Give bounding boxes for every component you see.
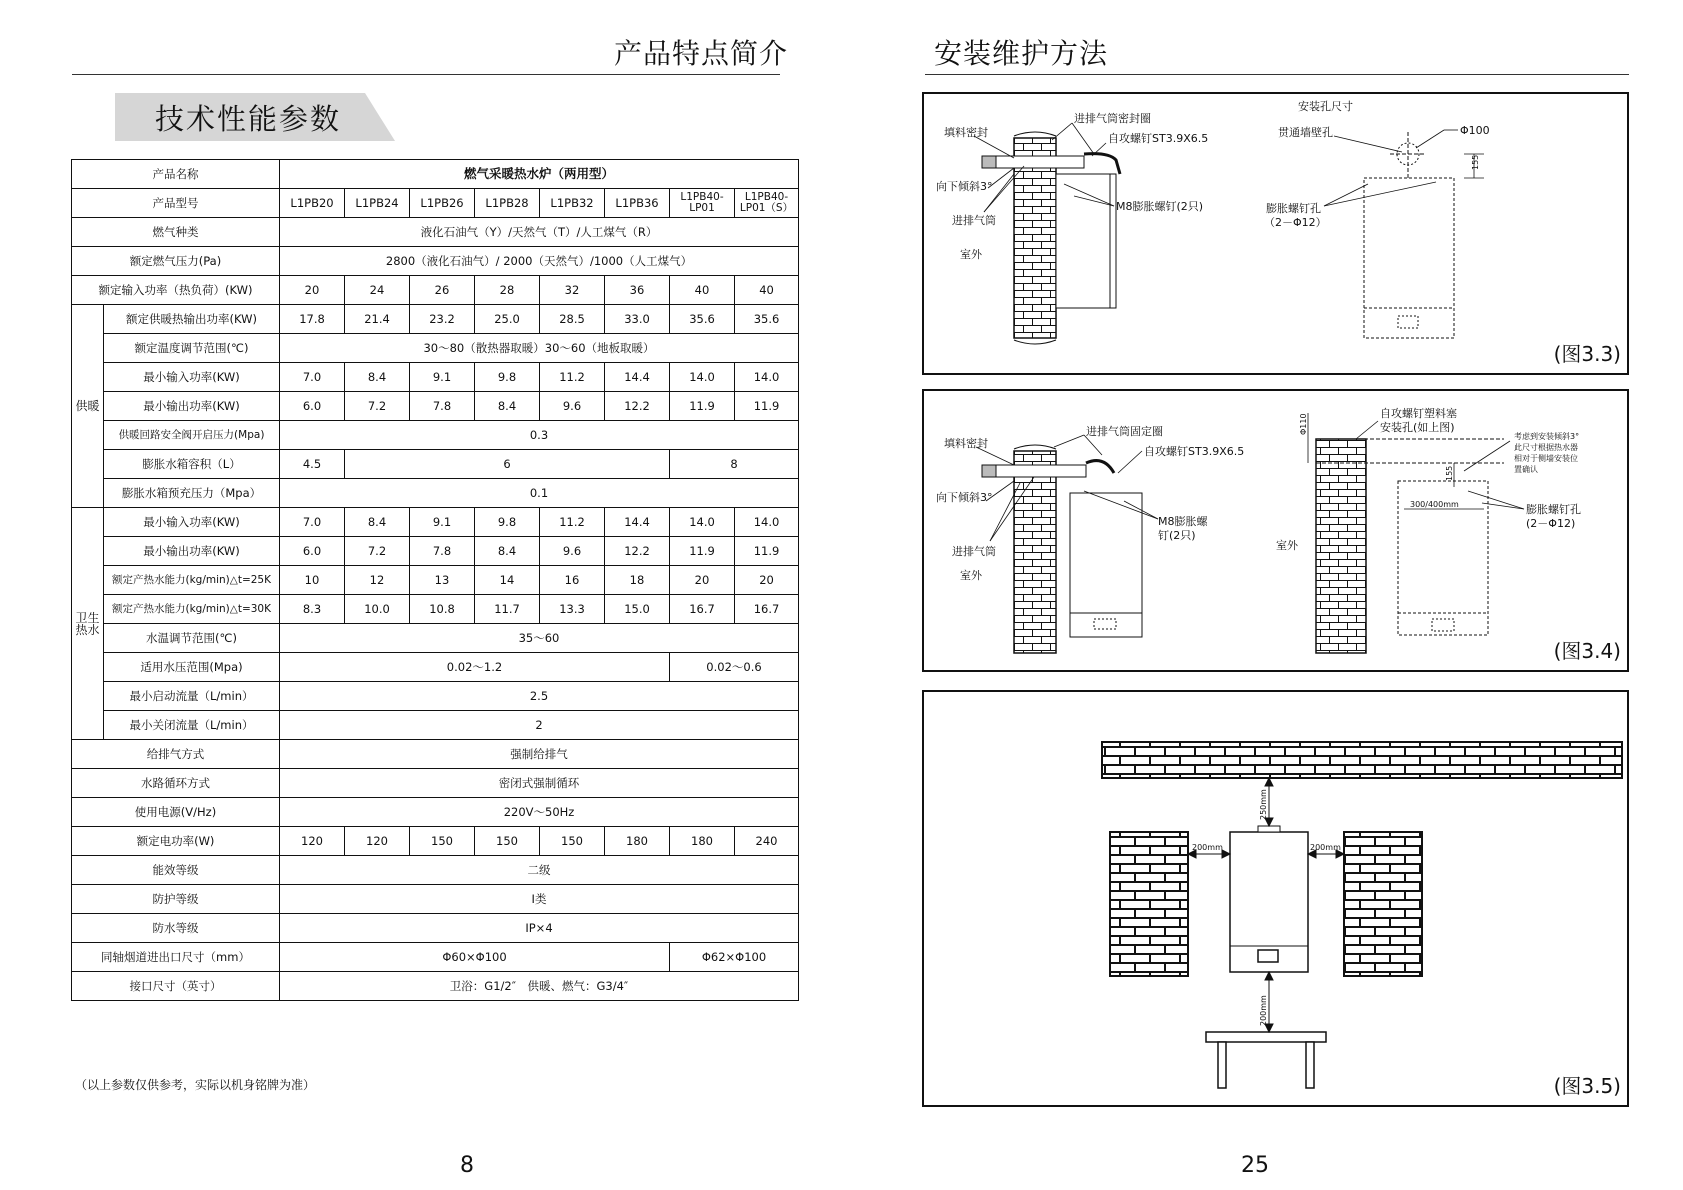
- table-cell: 40: [670, 276, 735, 305]
- table-cell: 12.2: [605, 392, 670, 421]
- label-span: 300/400mm: [1410, 500, 1459, 509]
- row-label: 额定输入功率（热负荷）(KW): [72, 276, 280, 305]
- table-cell: 16: [540, 566, 605, 595]
- label-screw: 自攻螺钉ST3.9X6.5: [1144, 445, 1245, 458]
- table-cell: 14.4: [605, 508, 670, 537]
- label-dim-155: 155: [1445, 465, 1454, 481]
- table-cell: 密闭式强制循环: [280, 769, 799, 798]
- table-cell: 9.6: [540, 392, 605, 421]
- table-cell: 2: [280, 711, 799, 740]
- row-label: 防护等级: [72, 885, 280, 914]
- table-cell: 21.4: [345, 305, 410, 334]
- table-cell: 35.6: [670, 305, 735, 334]
- table-row: [72, 682, 799, 711]
- table-cell: 8.3: [280, 595, 345, 624]
- table-cell: 6.0: [280, 537, 345, 566]
- table-cell: 10.8: [410, 595, 475, 624]
- table-cell: 强制给排气: [280, 740, 799, 769]
- table-footnote: （以上参数仅供参考，实际以机身铭牌为准）: [75, 1078, 316, 1092]
- table-cell: 220V～50Hz: [280, 798, 799, 827]
- table-row: [72, 856, 799, 885]
- model-cell: L1PB40-LP01: [670, 189, 735, 218]
- table-cell: 8.4: [475, 392, 540, 421]
- table-cell: 9.8: [475, 508, 540, 537]
- model-cell: L1PB20: [280, 189, 345, 218]
- table-row: [72, 769, 799, 798]
- table-cell: 14: [475, 566, 540, 595]
- table-cell: 9.6: [540, 537, 605, 566]
- table-row: [72, 160, 799, 189]
- label-pipe: 进排气筒: [952, 545, 996, 558]
- table-cell: 23.2: [410, 305, 475, 334]
- table-cell: IP×4: [280, 914, 799, 943]
- table-row: [72, 392, 799, 421]
- group-label: 供暖: [72, 305, 104, 508]
- row-label: 膨胀水箱预充压力（Mpa）: [104, 479, 280, 508]
- right-wall: [1344, 832, 1422, 976]
- table-cell: 7.0: [280, 508, 345, 537]
- right-page-number: 25: [1241, 1153, 1269, 1178]
- table-cell: 14.4: [605, 363, 670, 392]
- table-cell: 180: [670, 827, 735, 856]
- table-cell: 11.2: [540, 363, 605, 392]
- table-cell: 2800（液化石油气）/ 2000（天然气）/1000（人工煤气）: [280, 247, 799, 276]
- table-cell: 6: [345, 450, 670, 479]
- label-wall-hole: 贯通墙壁孔: [1278, 126, 1333, 139]
- figure-3-5: [922, 690, 1629, 1107]
- table-cell: 32: [540, 276, 605, 305]
- table-cell: 150: [410, 827, 475, 856]
- label-bolt: M8膨胀螺钉(2只): [1116, 200, 1204, 213]
- table-cell: 26: [410, 276, 475, 305]
- table-cell: 7.2: [345, 537, 410, 566]
- table-cell: 36: [605, 276, 670, 305]
- table-cell: 7.2: [345, 392, 410, 421]
- table-cell: 8.4: [345, 508, 410, 537]
- product-name: 燃气采暖热水炉（两用型）: [280, 160, 799, 189]
- label-outdoor: 室外: [960, 248, 982, 261]
- flue-pipe: [982, 465, 1086, 477]
- table-cell: 4.5: [280, 450, 345, 479]
- figure-3-5-caption: (图3.5): [1553, 1074, 1621, 1098]
- row-label: 供暖回路安全阀开启压力(Mpa): [104, 421, 280, 450]
- row-label: 最小关闭流量（L/min）: [104, 711, 280, 740]
- group-label: 卫生热水: [72, 508, 104, 740]
- table-row: [72, 450, 799, 479]
- table-cell: 14.0: [670, 363, 735, 392]
- figure-3-3-drawing: [924, 94, 1627, 373]
- row-label: 适用水压范围(Mpa): [104, 653, 280, 682]
- table-cell: 6.0: [280, 392, 345, 421]
- row-label: 额定电功率(W): [72, 827, 280, 856]
- model-cell: L1PB40-LP01（S）: [735, 189, 799, 218]
- model-cell: L1PB32: [540, 189, 605, 218]
- table-cell: 28.5: [540, 305, 605, 334]
- table-cell: 20: [735, 566, 799, 595]
- table-row: [72, 914, 799, 943]
- label-outdoor-2: 室外: [1276, 539, 1298, 552]
- row-label: 接口尺寸（英寸）: [72, 972, 280, 1001]
- label-seal-ring: 进排气筒密封圈: [1074, 112, 1151, 125]
- row-label: 能效等级: [72, 856, 280, 885]
- table-cell: 9.1: [410, 508, 475, 537]
- table-cell: 11.7: [475, 595, 540, 624]
- label-left-clearance: 200mm: [1192, 843, 1223, 852]
- table-cell: 0.02～0.6: [670, 653, 799, 682]
- table-cell: 卫浴：G1/2″ 供暖、燃气：G3/4″: [280, 972, 799, 1001]
- row-label: 同轴烟道进出口尺寸（mm）: [72, 943, 280, 972]
- table-row: [72, 508, 799, 537]
- table-row: [72, 653, 799, 682]
- figure-3-4-drawing: [924, 391, 1627, 670]
- flue-pipe: [982, 156, 1084, 168]
- table-cell: 13: [410, 566, 475, 595]
- table-row: [72, 595, 799, 624]
- table-cell: 18: [605, 566, 670, 595]
- table-cell: 7.8: [410, 537, 475, 566]
- row-label: 使用电源(V/Hz): [72, 798, 280, 827]
- table-row: [72, 247, 799, 276]
- table-cell: 16.7: [670, 595, 735, 624]
- row-label: 额定产热水能力(kg/min)△t=25K: [104, 566, 280, 595]
- label-tilt: 向下倾斜3°: [936, 180, 993, 193]
- table-row: [72, 305, 799, 334]
- label-dia-100: Φ100: [1460, 124, 1490, 137]
- label-top-clearance: 250mm: [1259, 789, 1268, 820]
- row-label: 燃气种类: [72, 218, 280, 247]
- label-right-clearance: 200mm: [1310, 843, 1341, 852]
- table-cell: 180: [605, 827, 670, 856]
- row-label: 产品型号: [72, 189, 280, 218]
- label-bottom-clearance: 200mm: [1259, 995, 1268, 1026]
- row-label: 最小输出功率(KW): [104, 537, 280, 566]
- table-cell: 二级: [280, 856, 799, 885]
- table-row: [72, 363, 799, 392]
- table-cell: 9.1: [410, 363, 475, 392]
- table-cell: 17.8: [280, 305, 345, 334]
- left-wall: [1110, 832, 1188, 976]
- label-screw: 自攻螺钉ST3.9X6.5: [1108, 132, 1209, 145]
- table-cell: 13.3: [540, 595, 605, 624]
- table-row: [72, 972, 799, 1001]
- table-cell: 7.8: [410, 392, 475, 421]
- wall-right: [1316, 439, 1366, 653]
- label-note-1: 考虑到安装倾斜3°: [1514, 432, 1580, 441]
- table-cell: 2.5: [280, 682, 799, 711]
- table-cell: Ⅰ类: [280, 885, 799, 914]
- boiler-front: [1070, 493, 1142, 637]
- table-row: [72, 334, 799, 363]
- row-label: 额定产热水能力(kg/min)△t=30K: [104, 595, 280, 624]
- table-row: [72, 943, 799, 972]
- row-label: 额定供暖热输出功率(KW): [104, 305, 280, 334]
- table-row: [72, 537, 799, 566]
- row-label: 水温调节范围(℃): [104, 624, 280, 653]
- table-cell: 11.2: [540, 508, 605, 537]
- table-cell: 20: [670, 566, 735, 595]
- label-fill-seal: 填料密封: [944, 437, 988, 450]
- table-cell: 35～60: [280, 624, 799, 653]
- row-label: 额定燃气压力(Pa): [72, 247, 280, 276]
- table-cell: 12: [345, 566, 410, 595]
- table-cell: 14.0: [670, 508, 735, 537]
- wall-left: [1014, 451, 1056, 653]
- row-label: 最小输入功率(KW): [104, 508, 280, 537]
- table-cell: 28: [475, 276, 540, 305]
- label-note-3: 相对于侧墙安装位: [1514, 454, 1578, 463]
- row-label: 水路循环方式: [72, 769, 280, 798]
- table-cell: 0.02～1.2: [280, 653, 670, 682]
- table-row: [72, 711, 799, 740]
- model-cell: L1PB26: [410, 189, 475, 218]
- table-row: [72, 421, 799, 450]
- table-cell: 9.8: [475, 363, 540, 392]
- table-row: [72, 276, 799, 305]
- row-label: 给排气方式: [72, 740, 280, 769]
- table-row: [72, 827, 799, 856]
- label-dim-155: 155: [1471, 154, 1480, 170]
- table-cell: 33.0: [605, 305, 670, 334]
- template-outline: [1364, 178, 1454, 338]
- label-outdoor: 室外: [960, 569, 982, 582]
- ceiling-wall: [1102, 742, 1622, 778]
- label-fill-seal: 填料密封: [944, 126, 988, 139]
- model-cell: L1PB36: [605, 189, 670, 218]
- table-cell: 120: [345, 827, 410, 856]
- table-cell: 40: [735, 276, 799, 305]
- table-cell: 16.7: [735, 595, 799, 624]
- section-title: 技术性能参数: [155, 102, 342, 136]
- spec-table-body: [72, 160, 799, 1001]
- table-cell: 35.6: [735, 305, 799, 334]
- figure-3-5-drawing: [924, 692, 1627, 1105]
- table-cell: 150: [475, 827, 540, 856]
- label-bolt-hole-spec: (2－Φ12): [1526, 517, 1576, 530]
- table-row: [72, 885, 799, 914]
- table-cell: 25.0: [475, 305, 540, 334]
- table-cell: 11.9: [670, 392, 735, 421]
- figure-3-3-caption: (图3.3): [1553, 342, 1621, 366]
- table-cell: Φ62×Φ100: [670, 943, 799, 972]
- label-fix-ring: 进排气筒固定圈: [1086, 425, 1163, 438]
- left-page-number: 8: [460, 1153, 474, 1178]
- table-cell: 20: [280, 276, 345, 305]
- table-row: [72, 479, 799, 508]
- table-cell: 7.0: [280, 363, 345, 392]
- left-page-header: 产品特点简介: [614, 37, 789, 70]
- table-cell: 10.0: [345, 595, 410, 624]
- table-cell: 30～80（散热器取暖）30～60（地板取暖）: [280, 334, 799, 363]
- label-plug-2: 安装孔(如上图): [1380, 421, 1455, 434]
- figure-3-4: [922, 389, 1629, 672]
- label-plug-1: 自攻螺钉塑料塞: [1380, 407, 1457, 420]
- table-cell: 11.9: [670, 537, 735, 566]
- model-cell: L1PB24: [345, 189, 410, 218]
- label-dia-110: Φ110: [1299, 413, 1308, 435]
- spec-table: [71, 159, 799, 1001]
- label-bolt-hole: 膨胀螺钉孔: [1266, 202, 1321, 215]
- table-cell: 12.2: [605, 537, 670, 566]
- table-cell: Φ60×Φ100: [280, 943, 670, 972]
- table-cell: 11.9: [735, 537, 799, 566]
- label-bolt-2: 钉(2只): [1158, 529, 1196, 542]
- row-label: 额定温度调节范围(℃): [104, 334, 280, 363]
- table-cell: 15.0: [605, 595, 670, 624]
- row-label: 最小输入功率(KW): [104, 363, 280, 392]
- table-cell: 11.9: [735, 392, 799, 421]
- table-row: [72, 740, 799, 769]
- label-pipe: 进排气筒: [952, 214, 996, 227]
- table-row: [72, 624, 799, 653]
- table-row: [72, 218, 799, 247]
- table-row: [72, 566, 799, 595]
- table-cell: 液化石油气（Y）/天然气（T）/人工煤气（R）: [280, 218, 799, 247]
- label-note-2: 此尺寸根据热水器: [1514, 443, 1578, 452]
- table-cell: 24: [345, 276, 410, 305]
- row-label: 最小启动流量（L/min）: [104, 682, 280, 711]
- table-cell: 120: [280, 827, 345, 856]
- right-page-header: 安装维护方法: [934, 37, 1109, 70]
- label-bolt-1: M8膨胀螺: [1158, 515, 1208, 528]
- table-cell: 8.4: [345, 363, 410, 392]
- boiler-side: [1056, 174, 1110, 308]
- row-label: 产品名称: [72, 160, 280, 189]
- table-cell: 150: [540, 827, 605, 856]
- right-header-rule: [925, 74, 1629, 75]
- section-banner: [115, 93, 395, 141]
- table-cell: 10: [280, 566, 345, 595]
- figure-3-4-caption: (图3.4): [1553, 639, 1621, 663]
- figure-3-3: [922, 92, 1629, 375]
- row-label: 最小输出功率(KW): [104, 392, 280, 421]
- table-cell: 14.0: [735, 508, 799, 537]
- row-label: 膨胀水箱容积（L）: [104, 450, 280, 479]
- table-cell: 0.1: [280, 479, 799, 508]
- label-note-4: 置确认: [1514, 465, 1538, 474]
- table-row: [72, 189, 799, 218]
- table-cell: 8.4: [475, 537, 540, 566]
- table-cell: 8: [670, 450, 799, 479]
- table-top: [1206, 1032, 1326, 1042]
- left-header-rule: [72, 74, 780, 75]
- label-hole-size-title: 安装孔尺寸: [1298, 100, 1353, 113]
- label-bolt-hole-spec: （2－Φ12）: [1264, 216, 1327, 229]
- table-row: [72, 798, 799, 827]
- label-tilt: 向下倾斜3°: [936, 491, 993, 504]
- table-cell: 14.0: [735, 363, 799, 392]
- row-label: 防水等级: [72, 914, 280, 943]
- label-bolt-hole: 膨胀螺钉孔: [1526, 503, 1581, 516]
- table-cell: 0.3: [280, 421, 799, 450]
- table-cell: 240: [735, 827, 799, 856]
- model-cell: L1PB28: [475, 189, 540, 218]
